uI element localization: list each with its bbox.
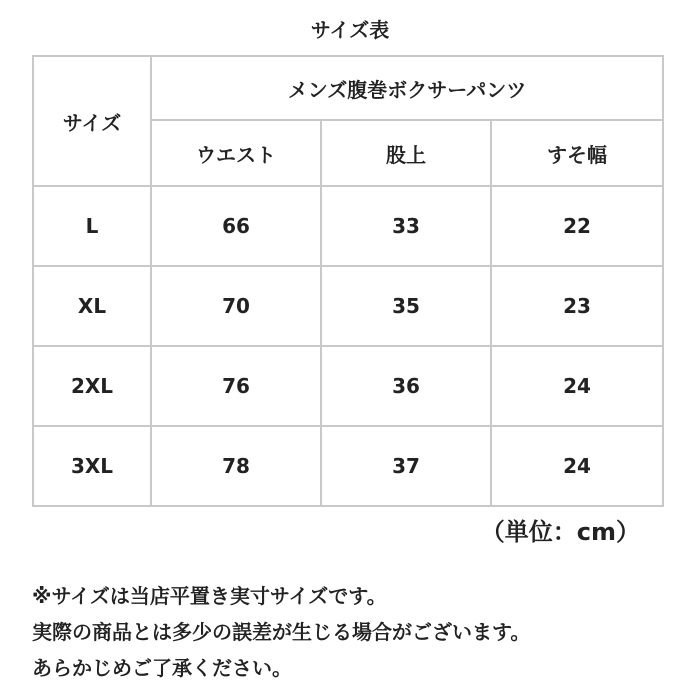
column-header-waist: ウエスト (151, 120, 321, 186)
waist-cell: 70 (151, 266, 321, 346)
column-header-rise: 股上 (321, 120, 491, 186)
table-row (33, 426, 663, 506)
note-line: 実際の商品とは多少の誤差が生じる場合がございます。 (32, 620, 531, 644)
product-name-header: メンズ腹巻ボクサーパンツ (151, 56, 663, 120)
rise-cell: 36 (321, 346, 491, 426)
hem-width-cell: 22 (491, 186, 663, 266)
size-cell: 2XL (33, 346, 151, 426)
rise-cell: 33 (321, 186, 491, 266)
waist-cell: 76 (151, 346, 321, 426)
column-header-hem-width: すそ幅 (491, 120, 663, 186)
hem-width-cell: 24 (491, 426, 663, 506)
waist-cell: 78 (151, 426, 321, 506)
size-column-header: サイズ (33, 56, 151, 186)
size-cell: L (33, 186, 151, 266)
header-row (33, 56, 663, 120)
table-row (33, 346, 663, 426)
hem-width-cell: 24 (491, 346, 663, 426)
size-cell: 3XL (33, 426, 151, 506)
notes (32, 578, 692, 686)
note-line: ※サイズは当店平置き実寸サイズです。 (32, 584, 387, 608)
table-row (33, 186, 663, 266)
table-row (33, 266, 663, 346)
hem-width-cell: 23 (491, 266, 663, 346)
size-cell: XL (33, 266, 151, 346)
rise-cell: 37 (321, 426, 491, 506)
note-line: あらかじめご了承ください。 (32, 656, 292, 680)
page-title: サイズ表 (310, 18, 390, 42)
waist-cell: 66 (151, 186, 321, 266)
unit-label: （単位：cm） (480, 518, 640, 546)
size-table (32, 55, 664, 507)
rise-cell: 35 (321, 266, 491, 346)
